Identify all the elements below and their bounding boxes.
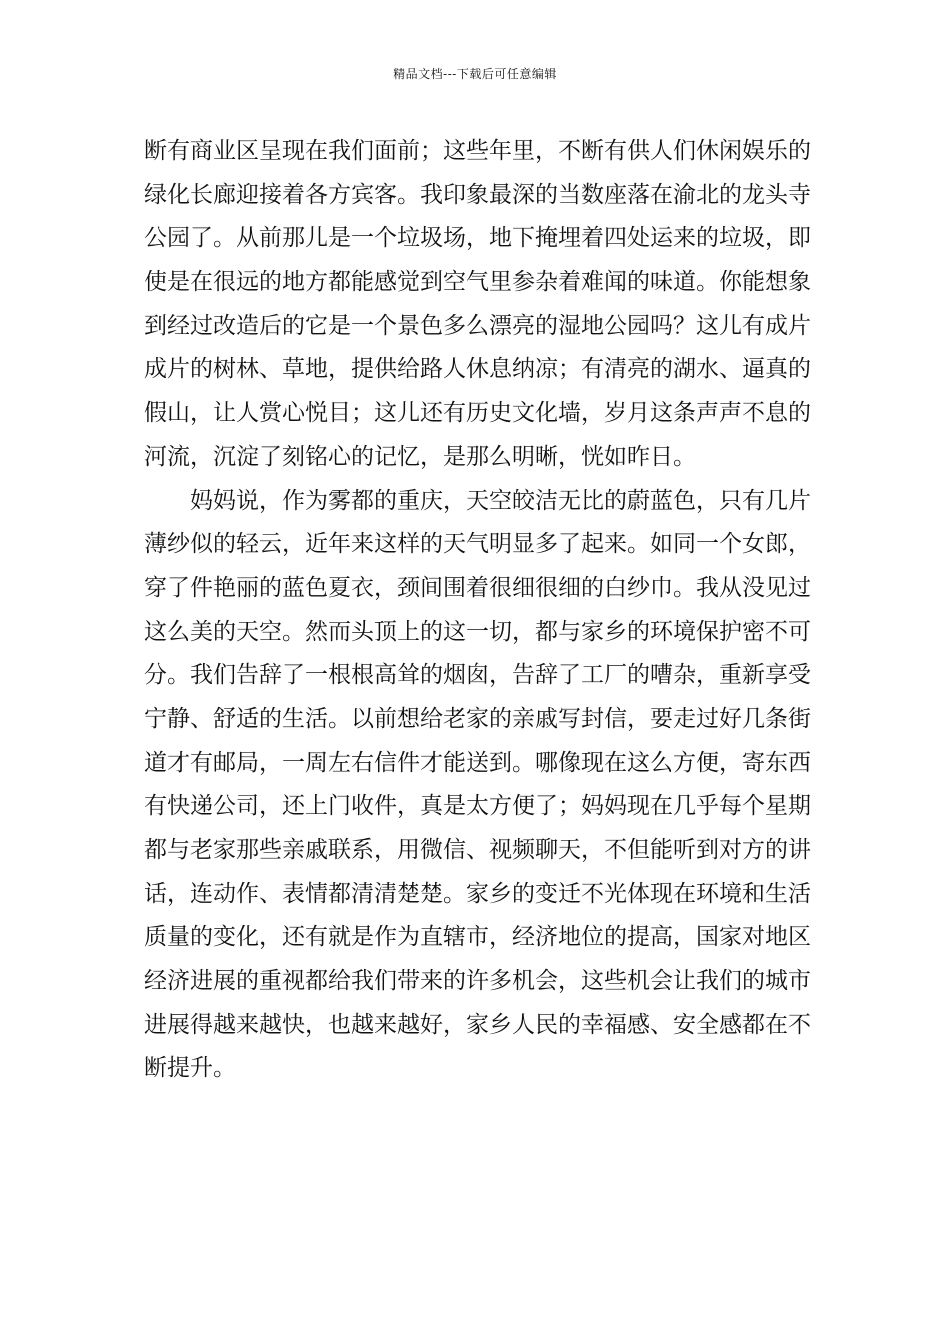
text-line: 断有商业区呈现在我们面前；这些年里，不断有供人们休闲娱乐的 <box>144 138 811 164</box>
text-line: 宁静、舒适的生活。以前想给老家的亲戚写封信，要走过好几条街 <box>144 705 811 732</box>
text-line: 绿化长廊迎接着各方宾客。我印象最深的当数座落在渝北的龙头寺 <box>144 181 811 208</box>
text-line: 成片的树林、草地，提供给路人休息纳凉；有清亮的湖水、逼真的 <box>144 356 811 383</box>
text-line: 断提升。 <box>144 1055 236 1082</box>
page-header: 精品文档---下载后可任意编辑 <box>393 67 557 81</box>
paragraph-2 <box>144 480 811 1092</box>
text-line: 这么美的天空。然而头顶上的这一切，都与家乡的环境保护密不可 <box>144 618 811 645</box>
text-line: 有快递公司，还上门收件，真是太方便了；妈妈现在几乎每个星期 <box>144 793 811 820</box>
text-line: 分。我们告辞了一根根高耸的烟囱，告辞了工厂的嘈杂，重新享受 <box>144 662 811 689</box>
text-line: 质量的变化，还有就是作为直辖市，经济地位的提高，国家对地区 <box>144 924 811 951</box>
text-line: 假山，让人赏心悦目；这儿还有历史文化墙，岁月这条声声不息的 <box>144 400 811 427</box>
text-line: 薄纱似的轻云，近年来这样的天气明显多了起来。如同一个女郎， <box>144 531 811 558</box>
text-line: 道才有邮局，一周左右信件才能送到。哪像现在这么方便，寄东西 <box>144 749 811 776</box>
text-line: 使是在很远的地方都能感觉到空气里参杂着难闻的味道。你能想象 <box>144 269 811 296</box>
text-line: 河流，沉淀了刻铭心的记忆，是那么明晰，恍如昨日。 <box>144 443 696 470</box>
text-line: 进展得越来越快，也越来越好，家乡人民的幸福感、安全感都在不 <box>144 1011 811 1038</box>
text-line: 穿了件艳丽的蓝色夏衣，颈间围着很细很细的白纱巾。我从没见过 <box>144 574 811 601</box>
text-line: 都与老家那些亲戚联系，用微信、视频聊天，不但能听到对方的讲 <box>144 837 811 863</box>
text-line: 公园了。从前那儿是一个垃圾场，地下掩埋着四处运来的垃圾，即 <box>144 225 811 252</box>
text-line: 经济进展的重视都给我们带来的许多机会，这些机会让我们的城市 <box>144 968 811 995</box>
text-line: 话，连动作、表情都清清楚楚。家乡的变迁不光体现在环境和生活 <box>144 880 811 907</box>
paragraph-1 <box>144 130 811 480</box>
text-line: 妈妈说，作为雾都的重庆，天空皎洁无比的蔚蓝色，只有几片 <box>190 487 811 514</box>
document-body <box>144 130 811 1091</box>
text-line: 到经过改造后的它是一个景色多么漂亮的湿地公园吗？这儿有成片 <box>144 312 811 339</box>
